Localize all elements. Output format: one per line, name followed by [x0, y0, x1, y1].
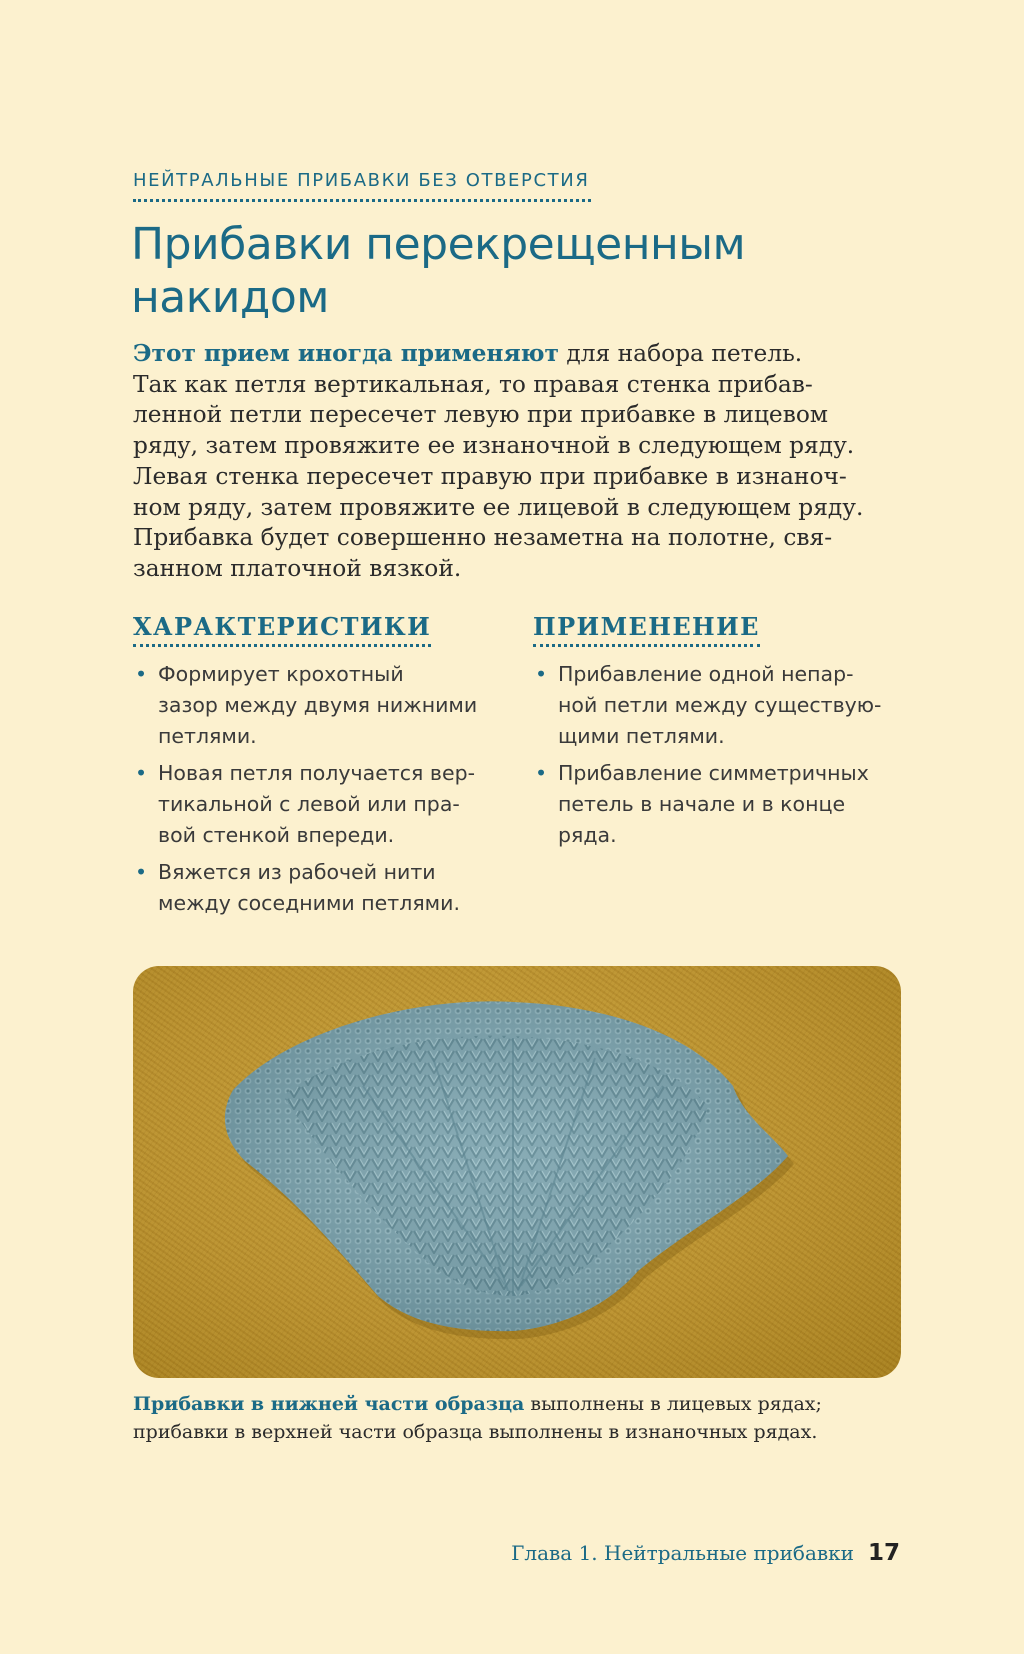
- item-line: щими петлями.: [558, 724, 725, 748]
- intro-line: Так как петля вертикальная, то правая стенка прибав-: [133, 370, 813, 398]
- title-line-1: Прибавки перекрещенным: [131, 219, 746, 270]
- caption-lead: Прибавки в нижней части образца: [133, 1393, 525, 1415]
- application-list: [533, 659, 903, 851]
- page-title: [131, 218, 831, 324]
- knitted-swatch-photo: [133, 966, 901, 1378]
- intro-line: ном ряду, затем провяжите ее лицевой в следующем ряду.: [133, 493, 864, 521]
- bullet-icon: •: [135, 860, 148, 884]
- item-line: ряда.: [558, 823, 617, 847]
- item-line: Формирует крохотный: [158, 662, 404, 686]
- photo-caption: [133, 1390, 903, 1446]
- intro-line: ленной петли пересечет левую при прибавке в лицевом: [133, 401, 828, 429]
- characteristics-column: [133, 612, 503, 925]
- characteristic-item: [133, 857, 503, 919]
- characteristic-item: [133, 659, 503, 752]
- item-line: петлями.: [158, 724, 257, 748]
- item-line: Новая петля получается вер-: [158, 761, 475, 785]
- item-line: ной петли между существую-: [558, 693, 882, 717]
- intro-line: ряду, затем провяжите ее изнаночной в следующем ряду.: [133, 432, 855, 460]
- application-item: [533, 758, 903, 851]
- characteristics-heading: ХАРАКТЕРИСТИКИ: [133, 612, 431, 647]
- characteristics-list: [133, 659, 503, 919]
- bullet-icon: •: [535, 662, 548, 686]
- bullet-icon: •: [135, 662, 148, 686]
- intro-line: Прибавка будет совершенно незаметна на полотне, свя-: [133, 524, 833, 552]
- page-number: 17: [867, 1540, 900, 1566]
- intro-lead: Этот прием иногда применяют: [133, 340, 559, 367]
- item-line: вой стенкой впереди.: [158, 823, 395, 847]
- item-line: Прибавление симметричных: [558, 761, 869, 785]
- bullet-icon: •: [535, 761, 548, 785]
- title-line-2: накидом: [131, 272, 329, 323]
- caption-rest: выполнены в лицевых рядах;: [524, 1393, 822, 1415]
- intro-line: занном платочной вязкой.: [133, 554, 462, 582]
- item-line: между соседними петлями.: [158, 891, 460, 915]
- item-line: петель в начале и в конце: [558, 792, 846, 816]
- section-kicker: НЕЙТРАЛЬНЫЕ ПРИБАВКИ БЕЗ ОТВЕРСТИЯ: [133, 170, 590, 191]
- item-line: Вяжется из рабочей нити: [158, 860, 436, 884]
- application-column: [533, 612, 903, 857]
- item-line: зазор между двумя нижними: [158, 693, 478, 717]
- intro-line: Левая стенка пересечет правую при прибавке в изнаноч-: [133, 462, 847, 490]
- kicker-dotted-rule: [133, 199, 591, 202]
- knitted-swatch-illustration: [133, 966, 901, 1378]
- application-item: [533, 659, 903, 752]
- intro-line: для набора петель.: [559, 340, 803, 367]
- intro-paragraph: [133, 339, 903, 585]
- bullet-icon: •: [135, 761, 148, 785]
- swatch-shading: [225, 1001, 788, 1331]
- item-line: Прибавление одной непар-: [558, 662, 854, 686]
- characteristic-item: [133, 758, 503, 851]
- caption-line-2: прибавки в верхней части образца выполнены в изнаночных рядах.: [133, 1421, 818, 1443]
- item-line: тикальной с левой или пра-: [158, 792, 460, 816]
- chapter-title: Глава 1. Нейтральные прибавки: [511, 1541, 854, 1565]
- application-heading: ПРИМЕНЕНИЕ: [533, 612, 760, 647]
- page-footer: [511, 1540, 900, 1566]
